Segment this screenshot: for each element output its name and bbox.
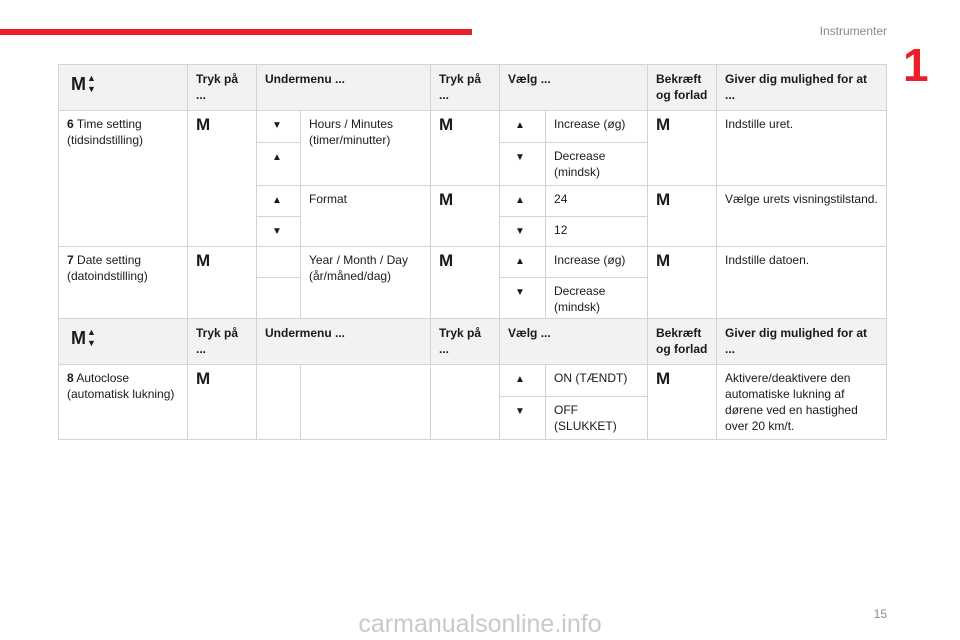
arrow-down-icon: ▼ [515,226,525,237]
column-header: Tryk på ... [188,65,257,111]
description-cell: Indstille datoen. [717,247,887,321]
column-header: Giver dig mulighed for at ... [717,319,887,365]
header-icon-cell [59,65,188,111]
arrow-cell [257,111,301,143]
column-header: Vælg ... [500,65,648,111]
submenu-cell: Format [301,186,431,247]
arrow-cell [500,186,546,217]
m-arrows-icon: M ▲ ▼ [71,327,96,348]
settings-table-2 [58,318,887,440]
arrow-down-icon: ▼ [515,287,525,298]
header-icon-cell [59,319,188,365]
arrow-cell [257,217,301,247]
table-row [59,247,887,278]
settings-table-1 [58,64,887,321]
option-cell: OFF (SLUKKET) [546,397,648,440]
m-button-icon: M [439,115,454,134]
press-cell [188,247,257,321]
arrow-cell [257,278,301,321]
setting-cell: 6 Time setting (tidsindstilling) [59,111,188,247]
arrow-down-icon: ▼ [272,120,282,131]
m-button-icon: M [656,115,671,134]
column-header: Undermenu ... [257,319,431,365]
m-button-icon: M [196,369,211,388]
column-header: Tryk på ... [431,65,500,111]
column-header: Bekræft og forlad [648,319,717,365]
m-button-icon: M [439,251,454,270]
arrow-cell [257,143,301,186]
page-number: 15 [873,607,887,621]
confirm-cell [648,186,717,247]
arrow-cell [500,365,546,397]
arrow-up-icon: ▲ [272,152,282,163]
red-accent-bar [0,29,472,35]
option-cell: 24 [546,186,648,217]
column-header: Bekræft og forlad [648,65,717,111]
press-cell [188,111,257,247]
table-row [59,365,887,397]
m-button-icon: M [196,251,211,270]
arrow-cell [500,397,546,440]
option-cell: Increase (øg) [546,111,648,143]
column-header: Undermenu ... [257,65,431,111]
confirm-cell [648,111,717,186]
arrow-down-icon: ▼ [272,226,282,237]
option-cell: ON (TÆNDT) [546,365,648,397]
arrow-cell [257,365,301,440]
arrow-cell [500,111,546,143]
option-cell: Decrease (mindsk) [546,278,648,321]
arrow-up-icon: ▲ [272,195,282,206]
submenu-cell: Year / Month / Day (år/måned/dag) [301,247,431,321]
arrow-down-icon: ▼ [515,406,525,417]
column-header: Tryk på ... [431,319,500,365]
submenu-cell: Hours / Minutes (timer/minutter) [301,111,431,186]
option-cell: Increase (øg) [546,247,648,278]
description-cell: Vælge urets visningstilstand. [717,186,887,247]
arrow-cell [500,217,546,247]
arrow-up-icon: ▲ [515,120,525,131]
arrow-up-icon: ▲ [515,256,525,267]
arrow-up-icon: ▲ [515,195,525,206]
m-button-icon: M [656,251,671,270]
m-button-icon: M [439,190,454,209]
chapter-number: 1 [903,39,929,91]
description-cell: Indstille uret. [717,111,887,186]
table-header-row [59,65,887,111]
section-title: Instrumenter [819,24,887,38]
press-cell [431,111,500,186]
setting-cell: 7 Date setting (datoindstilling) [59,247,188,321]
arrow-cell [257,186,301,217]
column-header: Giver dig mulighed for at ... [717,65,887,111]
table-row [59,111,887,143]
arrow-cell [500,278,546,321]
arrow-cell [500,143,546,186]
press-cell [431,365,500,440]
option-cell: 12 [546,217,648,247]
m-button-icon: M [656,369,671,388]
column-header: Vælg ... [500,319,648,365]
arrow-up-icon: ▲ [515,374,525,385]
setting-cell: 8 Autoclose (automatisk lukning) [59,365,188,440]
submenu-cell [301,365,431,440]
press-cell [188,365,257,440]
confirm-cell [648,365,717,440]
arrow-down-icon: ▼ [515,152,525,163]
confirm-cell [648,247,717,321]
option-cell: Decrease (mindsk) [546,143,648,186]
m-arrows-icon: M ▲ ▼ [71,73,96,94]
arrow-cell [257,247,301,278]
arrow-cell [500,247,546,278]
column-header: Tryk på ... [188,319,257,365]
table-header-row [59,319,887,365]
press-cell [431,247,500,321]
m-button-icon: M [656,190,671,209]
description-cell: Aktivere/deaktivere den automatiske lukning af dørene ved en hastighed over 20 km/t. [717,365,887,440]
m-button-icon: M [196,115,211,134]
press-cell [431,186,500,247]
watermark: carmanualsonline.info [358,610,602,638]
